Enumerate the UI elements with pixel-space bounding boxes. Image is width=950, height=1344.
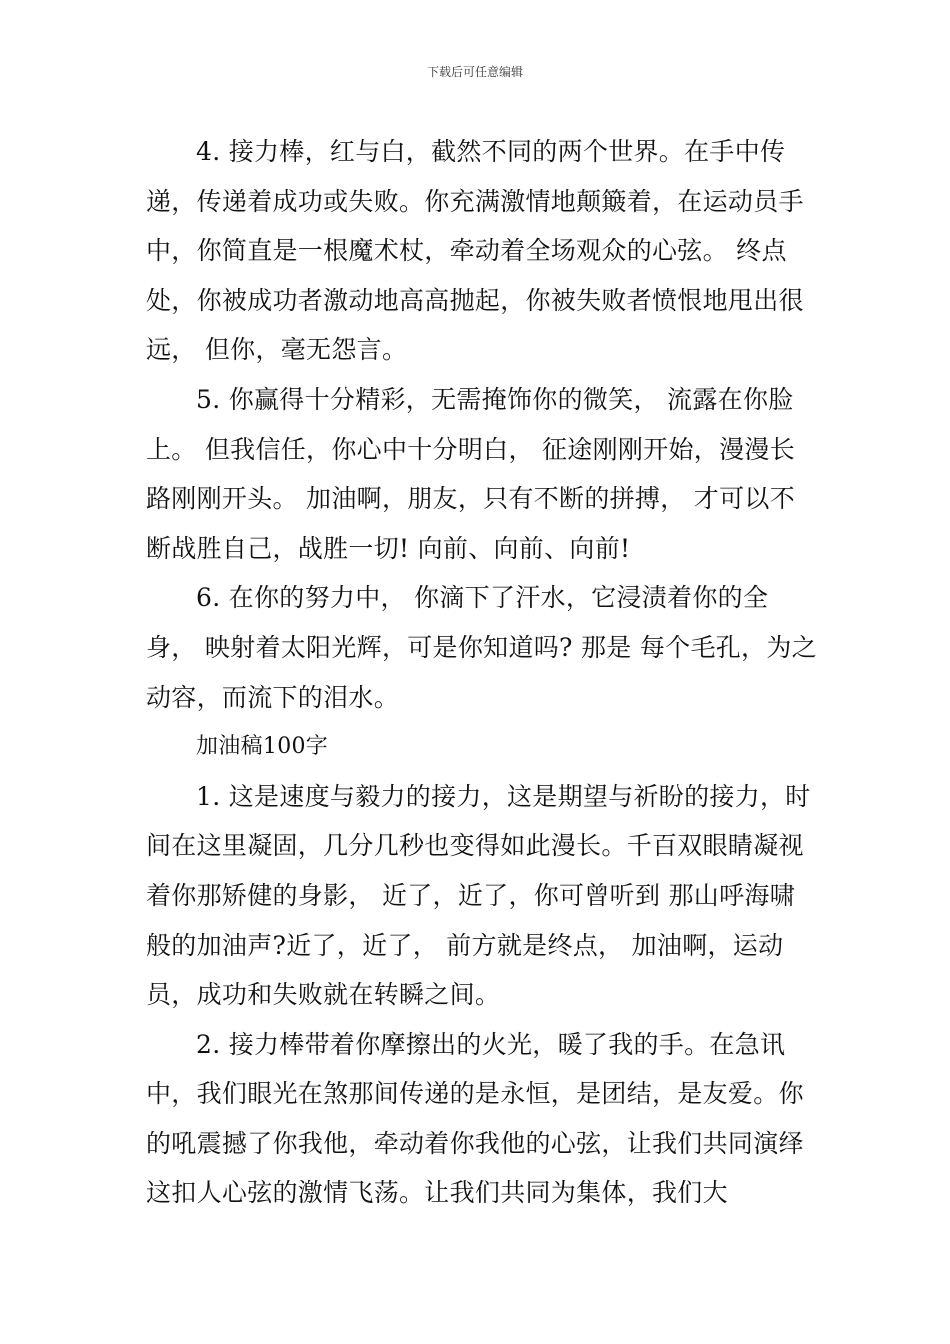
- paragraph-4: 4. 接力棒，红与白，截然不同的两个世界。在手中传递，传递着成功或失败。你充满激情地颠簸着，在运动员手中，你简直是一根魔术杖，牵动着全场观众的心弦。 终点处，你被成功者激动地高高抛起，你被失败者愤恨地甩出很远， 但你，毫无怨言。: [146, 137, 804, 365]
- paragraph-5: 5. 你赢得十分精彩，无需掩饰你的微笑， 流露在你脸上。 但我信任，你心中十分明白， 征途刚刚开始，漫漫长路刚刚开头。 加油啊，朋友，只有不断的拼搏， 才可以不断战胜自己，战胜一切! 向前、向前、向前!: [146, 384, 795, 563]
- section-heading: 加油稿100字: [196, 734, 329, 760]
- paragraph-1: 1. 这是速度与毅力的接力，这是期望与祈盼的接力，时间在这里凝固，几分几秒也变得如此漫长。千百双眼睛凝视着你那矫健的身影， 近了，近了，你可曾听到 那山呼海啸般的加油声?近了，近了， 前方就是终点， 加油啊，运动员，成功和失败就在转瞬之间。: [146, 781, 811, 1010]
- paragraph-2: 2. 接力棒带着你摩擦出的火光，暖了我的手。在急讯中，我们眼光在煞那间传递的是永恒，是团结，是友爱。你的吼震撼了你我他，牵动着你我他的心弦，让我们共同演绎这扣人心弦的激情飞荡。让我们共同为集体，我们大: [146, 1029, 804, 1208]
- paragraph-6: 6. 在你的努力中， 你滴下了汗水，它浸渍着你的全身， 映射着太阳光辉，可是你知道吗? 那是 每个毛孔，为之动容，而流下的泪水。: [146, 583, 817, 712]
- document-body: [146, 127, 818, 1218]
- page-header-note: 下载后可任意编辑: [426, 65, 523, 79]
